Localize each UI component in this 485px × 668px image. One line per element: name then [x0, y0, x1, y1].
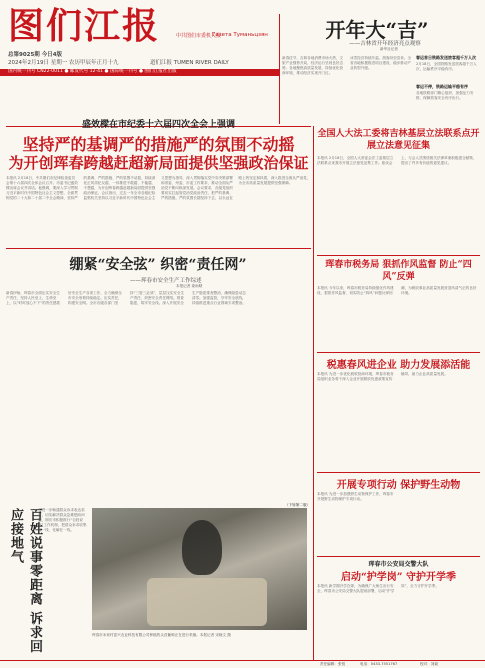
right-h2: 珲春市税务局 狠抓作风监督 防止“四风”反弹: [325, 260, 472, 282]
top-right-byline: 新华社记者: [380, 47, 398, 51]
news-photo: [92, 508, 307, 630]
right-h5-pre: 珲春市公安局交警大队: [368, 561, 429, 568]
photo-person: [182, 520, 222, 575]
right-h4: 开展专项行动 保护野生动物: [336, 480, 461, 491]
section2-top-rule: [6, 248, 311, 249]
section2-continued: （下转第二版）: [285, 503, 311, 507]
footer-rule: [0, 660, 485, 661]
right-h5: 启动“护学岗” 守护开学季: [341, 572, 456, 583]
right-b5: 本报讯 新学期开学在即，为确保广大师生出行安全，珲春市公安局交警大队提前部署，启动“护学岗”，全力守护开学季。: [317, 584, 439, 593]
right-b3: 本报讯 为进一步优化税收营商环境，珲春市税务局组织业务骨干深入企业开展税收优惠政策宣传辅导，助力企业高质量发展。: [317, 372, 448, 381]
section3-vertical-headline: 百姓说事零距离 诉求回应接地气: [8, 508, 42, 654]
footer-phone: 电话：0433-7551767: [360, 662, 398, 666]
top-right-sub-bold-2: 春运不停，铁路运输平稳有序: [416, 84, 468, 89]
masthead-title: 图们江报: [8, 5, 161, 47]
right-rule-4: [317, 556, 480, 557]
section3-body: 为进一步畅通群众诉求表达渠道，切实解决群众急难愁盼问题，图们市积极推行“百姓说事”工作机制，把群众诉求收集在一线、化解在一线。: [38, 508, 87, 532]
top-right-subhead: ——吉林省开年经济亮点观察: [349, 41, 421, 47]
date-line: 2024年2月19日 星期一 农历甲辰年正月十九: [8, 60, 119, 66]
top-right-sub-body: 2月18日，全国铁路发送旅客超千万人次，运输秩序平稳有序。: [416, 62, 477, 71]
top-right-body-2: 冰雪经济持续升温，游客纷至沓来。全省各地积极推进项目建设，稳步推动产业转型升级。: [350, 56, 412, 70]
masthead-subtitle-kr: Газета Туманьцзян: [212, 32, 268, 38]
lead-body: 本报讯 2月18日，中共图们市纪律检查委员会第十六届四次全体会议召开。市委书记盛效樑出席会议并讲话。他强调，要深入学习贯彻习近平新时代中国特色社会主义思想，全面贯彻党的二十大和二十届二中全会精神，坚持严的基调、严的措施、严的氛围不动摇，持续深化正风肃纪反腐，一体推进不敢腐、不能腐、不想腐，为开创珲春跨越赶超新局面提供坚强政治保证。会议指出，过去一年全市各级纪检监察机关坚持以习近平新时代中国特色社会主义思想为指导，深入贯彻落实党中央决策部署和省委、州委、市委工作要求，推动全面从严治党不断向纵深发展。会议要求，各级党组织要切实扛起管党治党政治责任，把严的基调、严的措施、严的氛围长期坚持下去，以永远在路上的坚定和执着，深入推进全面从严治党，为全市高质量发展提供坚强保障。: [6, 176, 311, 200]
right-h1: 全国人大法工委将吉林基层立法联系点开展立法意见征集: [317, 129, 480, 151]
top-right-sub-bold: 春运首日铁路发送旅客超千万人次: [416, 55, 476, 60]
top-right-headline: 开年大“吉”: [325, 18, 429, 42]
masthead-subtitle-cn: 中共图们市委机关报: [176, 33, 222, 39]
section2-byline: 本报记者 姜雨晴: [176, 284, 203, 288]
lead-headline-1: 坚持严的基调严的措施严的氛围不动摇: [22, 135, 295, 154]
photo-caption: 珲春市米家村富兴农业科技有限公司种植的头茬葡萄正在进行采摘。本报记者 宋晓文 摄: [92, 633, 231, 637]
right-rule-2: [317, 352, 480, 353]
section2-subhead: ——珲春市安全生产工作综述: [130, 278, 202, 284]
top-right-body-1: 新春佳节，吉林各地消费市场火热，文旅产业强势开局，经济运行呈现良好态势。各地聚焦高质量发展，持续优化营商环境，推动经济实现开门红。: [282, 56, 344, 75]
section3-vertical-block: [6, 508, 42, 660]
red-info-bar: [0, 69, 280, 76]
right-b1: 本报讯 2月18日，全国人大常委会法工委基层立法联系点来我市开展立法意见征集工作。座谈会上，与会人员围绕相关法律草案积极建言献策，提出了许多有价值的意见建议。: [317, 156, 477, 165]
right-column-divider: [313, 126, 314, 660]
right-b2: 本报讯 今年以来，珲春市税务局持续强化作风建设，狠抓作风监督，切实防止“四风”问题反弹回潮，为税收事业高质量发展营造风清气正的良好环境。: [317, 286, 477, 295]
footer-proof: 校对：刘斌: [420, 662, 438, 666]
section2-headline: 绷紧“安全弦” 织密“责任网”: [69, 257, 247, 273]
issue-line: 总第9025期 今日4版: [8, 52, 63, 58]
right-rule-3: [317, 472, 480, 473]
section2-body: 新春伊始，珲春市全面压实安全生产责任，坚持人民至上、生命至上，以“时时放心不下”的责任感抓好安全生产各项工作，全力确保全市安全形势持续稳定。压实责任，构建安全网。全市各级各部门坚持“三管三必须”，层层压实安全生产责任，织密安全责任网络。排查隐患，筑牢安全线。深入开展安全生产隐患排查整治，确保隐患动态清零。加强监管，守牢安全底线，持续推进重点行业领域专项整治。: [6, 291, 246, 305]
footer-editor: 责任编辑：张悦: [320, 662, 346, 666]
top-right-sub-body-2: 各地铁路部门精心组织，加强运力安排，保障旅客安全有序出行。: [416, 91, 474, 100]
lead-headline-2: 为开创珲春跨越赶超新局面提供坚强政治保证: [8, 154, 309, 172]
right-h3: 税惠春风进企业 助力发展添活能: [326, 360, 471, 371]
photo-crate: [147, 578, 267, 626]
right-b4: 本报讯 为进一步加强野生动物保护工作，珲春市开展野生动物保护专项行动。: [317, 492, 394, 501]
right-rule-1: [317, 255, 480, 256]
red-info-bar-text: 国内统一刊号 CN22-0011 ● 邮发代号 12-41 ● 国际统一刊号 ● 图们江报社出版: [8, 69, 177, 74]
masthead-web: 道们江报 TUMEN RIVER DAILY: [150, 60, 229, 66]
lead-kicker: 盛效樑在市纪委十六届四次全会上强调: [81, 120, 235, 130]
